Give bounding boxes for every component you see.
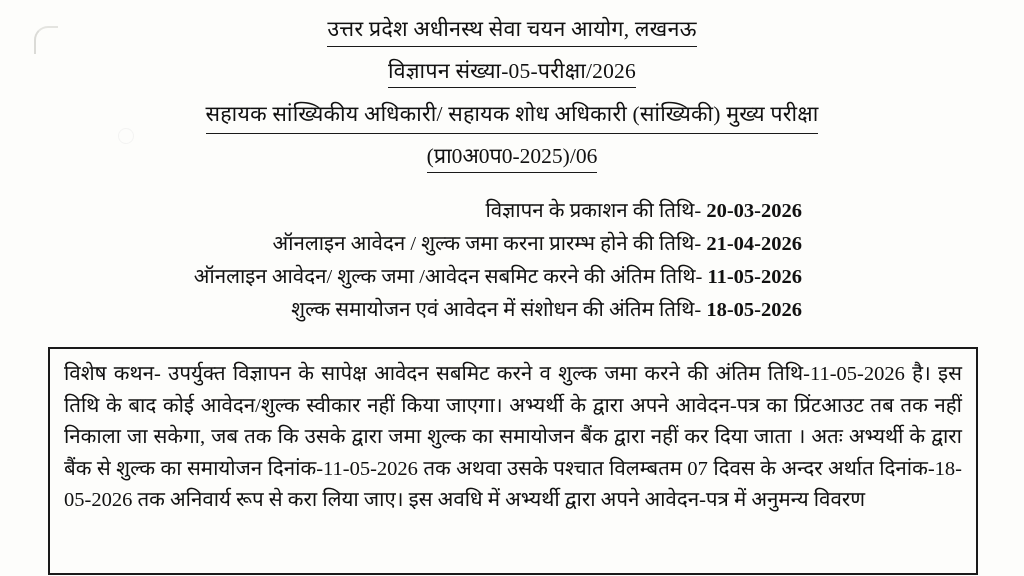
scan-speck-icon bbox=[118, 128, 134, 144]
date-label: ऑनलाइन आवेदन / शुल्क जमा करना प्रारम्भ होने की तिथि- bbox=[272, 232, 702, 255]
special-note-box bbox=[48, 347, 978, 575]
date-row bbox=[40, 228, 802, 261]
scan-artifact-icon bbox=[34, 26, 58, 54]
date-row bbox=[40, 195, 802, 228]
date-label: ऑनलाइन आवेदन/ शुल्क जमा /आवेदन सबमिट करने की अंतिम तिथि- bbox=[193, 266, 703, 289]
date-value: 20-03-2026 bbox=[706, 199, 802, 222]
date-value: 18-05-2026 bbox=[706, 299, 802, 322]
exam-title-line-1: सहायक सांख्यिकीय अधिकारी/ सहायक शोध अधिकारी (सांख्यिकी) मुख्य परीक्षा bbox=[205, 102, 819, 127]
date-label: शुल्क समायोजन एवं आवेदन में संशोधन की अंतिम तिथि- bbox=[291, 299, 702, 322]
advertisement-number: विज्ञापन संख्या-05-परीक्षा/2026 bbox=[388, 56, 636, 89]
date-row bbox=[40, 294, 802, 327]
exam-title-line-2: (प्रा0अ0प0-2025)/06 bbox=[427, 141, 598, 173]
date-value: 21-04-2026 bbox=[706, 232, 802, 255]
special-note-text: विशेष कथन- उपर्युक्त विज्ञापन के सापेक्ष आवेदन सबमिट करने व शुल्क जमा करने की अंतिम तिथि-11-05-2026 है। इस तिथि के बाद कोई आवेदन/शुल्क स्वीकार नहीं किया जाएगा। अभ्यर्थी के द्वारा अपने आवेदन-पत्र का प्रिंटआउट तब तक नहीं निकाला जा सकेगा, जब तक कि उसके द्वारा जमा शुल्क का समायोजन बैंक द्वारा नहीं कर दिया जाता । अतः अभ्यर्थी के द्वारा बैंक से शुल्क का समायोजन दिनांक-11-05-2026 तक अथवा उसके पश्चात विलम्बतम 07 दिवस के अन्दर अर्थात दिनांक-18-05-2026 तक अनिवार्य रूप से करा लिया जाए। इस अवधि में अभ्यर्थी द्वारा अपने आवेदन-पत्र में अनुमन्य विवरण bbox=[64, 363, 962, 511]
important-dates-list bbox=[40, 195, 984, 328]
date-label: विज्ञापन के प्रकाशन की तिथि- bbox=[485, 199, 702, 222]
exam-title-block bbox=[40, 99, 984, 173]
document-header bbox=[40, 14, 984, 173]
organization-title: उत्तर प्रदेश अधीनस्थ सेवा चयन आयोग, लखनऊ bbox=[327, 14, 696, 47]
date-row bbox=[40, 261, 802, 294]
date-value: 11-05-2026 bbox=[707, 266, 802, 289]
